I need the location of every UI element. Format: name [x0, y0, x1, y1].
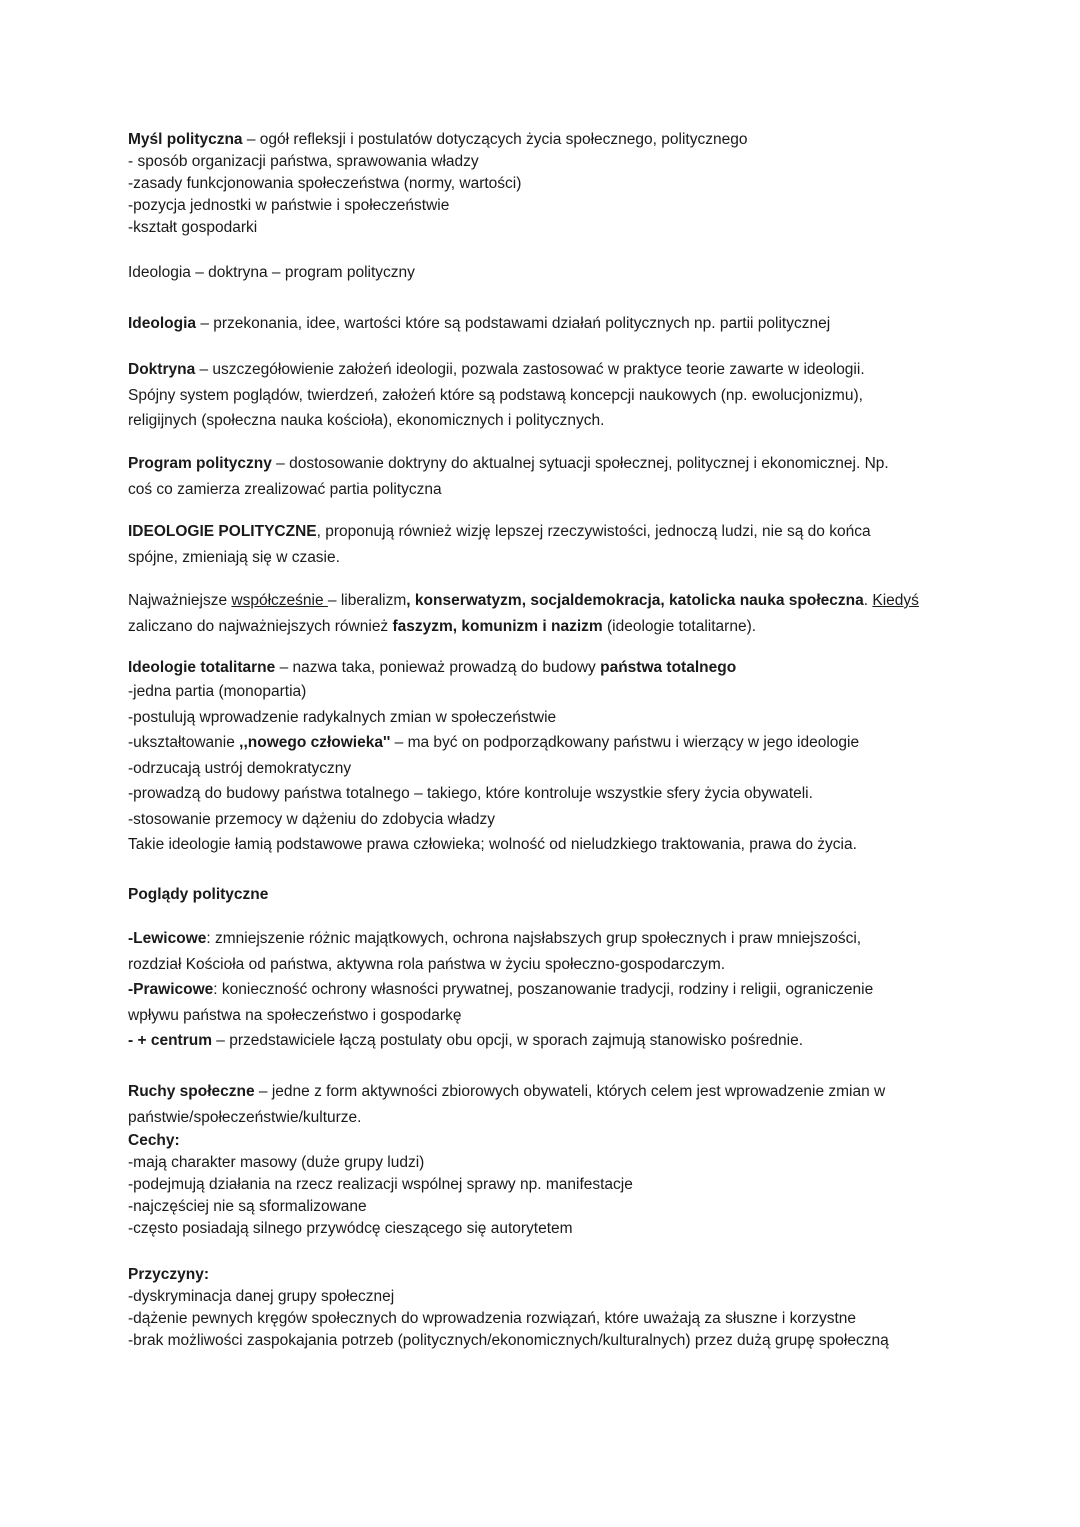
definition-text: – uszczegółowienie założeń ideologii, pozwala zastosować w praktyce teorie zawarte w ideologii. — [195, 361, 865, 378]
text: . — [863, 592, 873, 609]
definition-text: – ogół refleksji i postulatów dotyczących życia społecznego, politycznego — [242, 131, 748, 148]
heading-text: Cechy: — [128, 1132, 180, 1149]
section-poglady-polityczne — [128, 884, 1008, 906]
term: -Prawicowe — [128, 981, 214, 998]
list-item: -postulują wprowadzenie radykalnych zmian w społeczeństwie — [128, 708, 557, 726]
list-item: -odrzucają ustrój demokratyczny — [128, 759, 352, 777]
text: – ma być on podporządkowany państwu i wierzący w jego ideologie — [390, 734, 860, 751]
definition-text: – przekonania, idee, wartości które są podstawami działań politycznych np. partii politycznej — [196, 315, 831, 332]
paragraph-line: spójne, zmieniają się w czasie. — [128, 548, 340, 566]
term: IDEOLOGIE POLITYCZNE — [128, 523, 317, 540]
bold-text: państwa totalnego — [600, 659, 737, 676]
list-item: -podejmują działania na rzecz realizacji wspólnej sprawy np. manifestacje — [128, 1176, 633, 1193]
paragraph-line: rozdział Kościoła od państwa, aktywna rola państwa w życiu społeczno-gospodarczym. — [128, 955, 726, 973]
text: – liberalizm — [327, 592, 407, 609]
term: Program polityczny — [128, 455, 272, 472]
list-item: -mają charakter masowy (duże grupy ludzi) — [128, 1154, 425, 1171]
section-przyczyny — [128, 1264, 1008, 1352]
term: -Lewicowe — [128, 930, 207, 947]
section-mysl-polityczna — [128, 129, 1008, 239]
definition-line — [128, 977, 1008, 1003]
term: Ruchy społeczne — [128, 1083, 255, 1100]
bold-text: , konserwatyzm, socjaldemokracja, katolicka nauka społeczna — [406, 592, 864, 609]
list-item: -często posiadają silnego przywódcę cieszącego się autorytetem — [128, 1220, 573, 1237]
text: Najważniejsze — [128, 592, 232, 609]
list-item: -prowadzą do budowy państwa totalnego – takiego, które kontroluje wszystkie sfery życia obywateli. — [128, 785, 813, 802]
underlined-text: Kiedyś — [872, 592, 919, 609]
list-item: -najczęściej nie są sformalizowane — [128, 1198, 367, 1215]
list-item: -dyskryminacja danej grupy społecznej — [128, 1288, 395, 1305]
subheading — [128, 1264, 1008, 1286]
paragraph-line: religijnych (społeczna nauka kościoła), ekonomicznych i politycznych. — [128, 412, 605, 429]
definition-text: : zmniejszenie różnic majątkowych, ochrona najsłabszych grup społecznych i praw mniejszości, — [206, 930, 862, 947]
definition-line — [128, 1028, 1008, 1054]
section-najwazniejsze — [128, 588, 1008, 639]
heading-text: Przyczyny: — [128, 1266, 209, 1283]
list-item: -kształt gospodarki — [128, 219, 258, 236]
text: -ukształtowanie — [128, 734, 240, 751]
definition-text: – nazwa taka, ponieważ prowadzą do budowy — [275, 659, 601, 676]
term: Myśl polityczna — [128, 131, 243, 148]
bold-text: faszyzm, komunizm i nazizm — [392, 617, 603, 635]
heading-text: Poglądy polityczne — [128, 886, 269, 903]
list-item: -jedna partia (monopartia) — [128, 683, 307, 700]
definition-line — [128, 657, 1008, 679]
definition-line — [128, 519, 1008, 545]
text: (ideologie totalitarne). — [602, 617, 757, 635]
definition-text: , proponują również wizję lepszej rzeczywistości, jednoczą ludzi, nie są do końca — [316, 523, 871, 540]
section-poglady-list — [128, 926, 1008, 1054]
list-item: - sposób organizacji państwa, sprawowania władzy — [128, 153, 479, 170]
section-doktryna — [128, 357, 1008, 434]
paragraph-line — [128, 588, 1008, 614]
section-ideologie-totalitarne — [128, 657, 1008, 858]
list-item: -dążenie pewnych kręgów społecznych do wprowadzenia rozwiązań, które uważają za słuszne i korzystne — [128, 1310, 857, 1327]
definition-text: – przedstawiciele łączą postulaty obu opcji, w sporach zajmują stanowisko pośrednie. — [211, 1032, 804, 1049]
chain-line: Ideologia – doktryna – program polityczny — [128, 264, 415, 281]
list-item: -stosowanie przemocy w dążeniu do zdobycia władzy — [128, 810, 496, 828]
bold-text: ,,nowego człowieka'' — [239, 734, 391, 751]
section-ideologie-polityczne — [128, 519, 1008, 570]
definition-text: : konieczność ochrony własności prywatnej, poszanowanie tradycji, rodziny i religii, ograniczenie — [213, 981, 874, 998]
subheading — [128, 1130, 1008, 1152]
paragraph-line: Spójny system poglądów, twierdzeń, założeń które są podstawą koncepcji naukowych (np. ewolucjonizmu), — [128, 386, 863, 404]
term: Ideologia — [128, 315, 197, 332]
section-ideologia — [128, 313, 1008, 335]
section-heading — [128, 884, 1008, 906]
list-item — [128, 730, 1008, 756]
term: Doktryna — [128, 361, 196, 378]
section-ruchy-spoleczne — [128, 1079, 1008, 1240]
text: zaliczano do najważniejszych również — [128, 617, 393, 635]
list-item: -brak możliwości zaspokajania potrzeb (politycznych/ekonomicznych/kulturalnych) przez dużą grupę społeczną — [128, 1332, 889, 1349]
paragraph-line — [128, 614, 1008, 640]
definition-line — [128, 926, 1008, 952]
paragraph-line: wpływu państwa na społeczeństwo i gospodarkę — [128, 1006, 462, 1024]
term: Ideologie totalitarne — [128, 659, 276, 676]
definition-line — [128, 313, 1008, 335]
underlined-text: współcześnie — [231, 592, 328, 609]
list-item: -zasady funkcjonowania społeczeństwa (normy, wartości) — [128, 175, 522, 192]
definition-text: – jedne z form aktywności zbiorowych obywateli, których celem jest wprowadzenie zmian w — [254, 1083, 886, 1100]
paragraph-line: Takie ideologie łamią podstawowe prawa człowieka; wolność od nieludzkiego traktowania, prawa do życia. — [128, 836, 857, 853]
section-chain — [128, 262, 1008, 284]
section-program-polityczny — [128, 451, 1008, 502]
paragraph-line: państwie/społeczeństwie/kulturze. — [128, 1108, 362, 1126]
paragraph-line: coś co zamierza zrealizować partia polityczna — [128, 480, 442, 498]
term: - + centrum — [128, 1032, 212, 1049]
definition-line — [128, 129, 1008, 151]
list-item: -pozycja jednostki w państwie i społeczeństwie — [128, 197, 450, 214]
definition-line — [128, 451, 1008, 477]
definition-text: – dostosowanie doktryny do aktualnej sytuacji społecznej, politycznej i ekonomicznej. Np. — [271, 455, 889, 472]
definition-line — [128, 1079, 1008, 1105]
definition-line — [128, 357, 1008, 383]
